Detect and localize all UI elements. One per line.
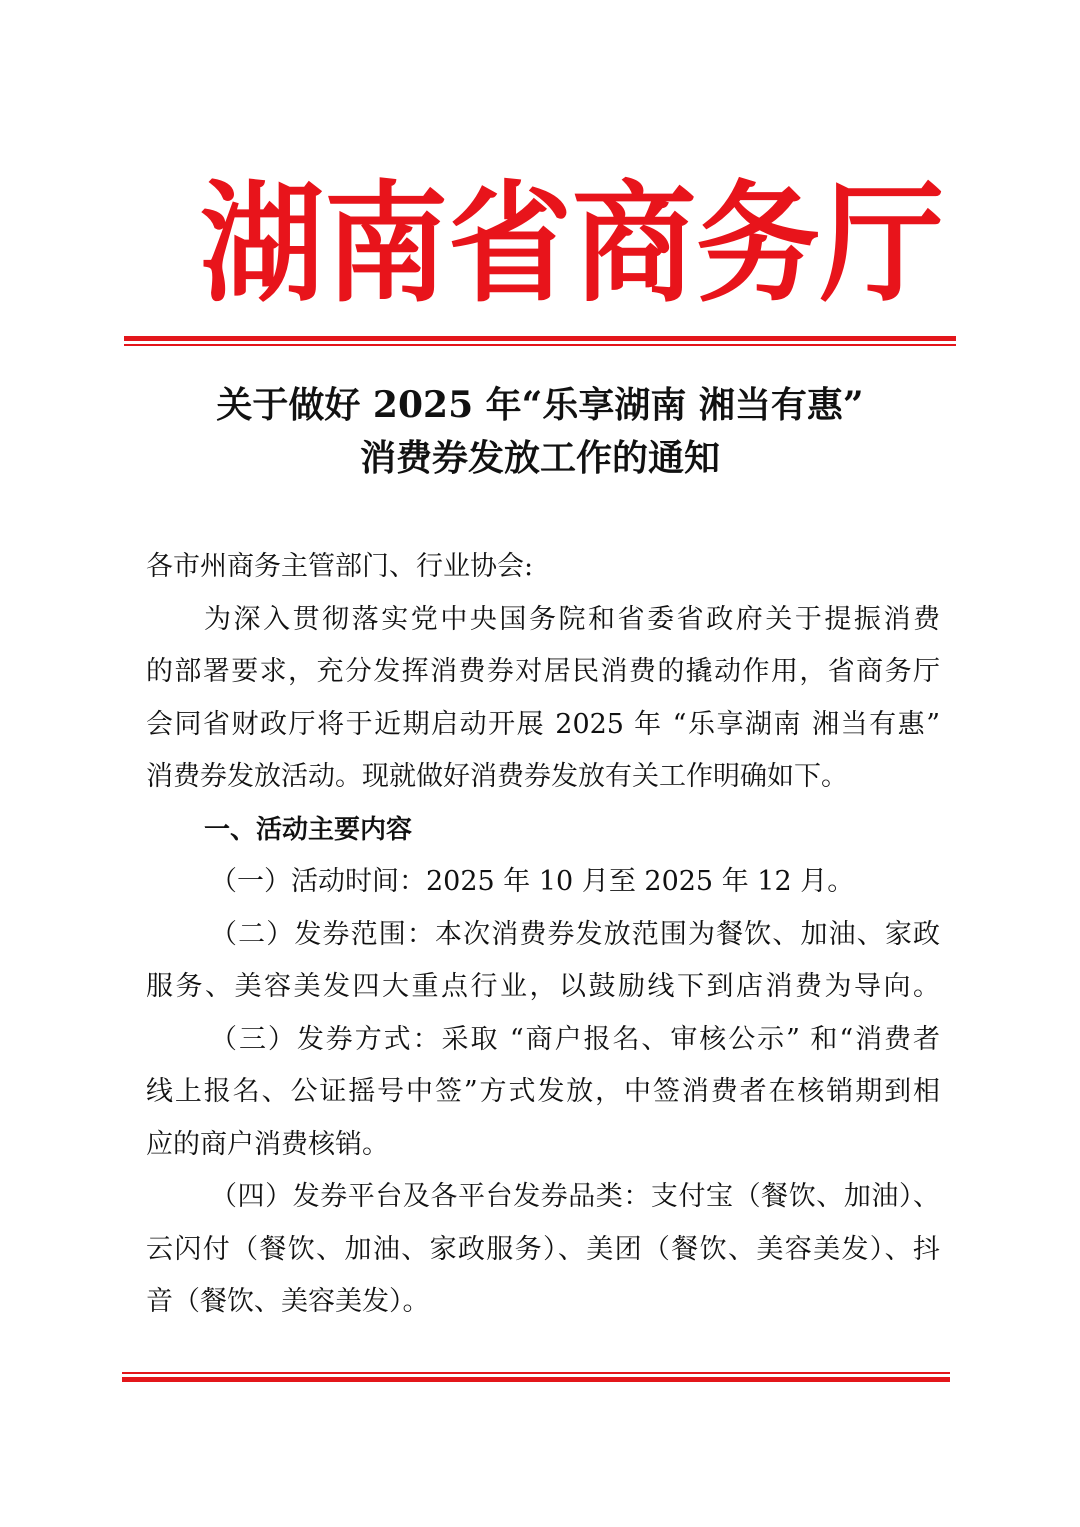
body-line: （三）发券方式：采取 “商户报名、审核公示” 和“消费者 <box>210 1023 940 1055</box>
header-rule-thin <box>124 344 956 346</box>
masthead-char: 湖 <box>200 168 325 321</box>
masthead-char: 务 <box>696 168 821 321</box>
agency-masthead <box>200 168 945 321</box>
masthead-char: 省 <box>448 168 573 321</box>
body-line: 线上报名、公证摇号中签”方式发放，中签消费者在核销期到相 <box>146 1076 940 1107</box>
document-body <box>146 541 940 1329</box>
masthead-char: 厅 <box>820 168 945 321</box>
body-line: （二）发券范围：本次消费券发放范围为餐饮、加油、家政 <box>210 918 940 950</box>
footer-rule-thick <box>122 1377 950 1382</box>
document-title-line2: 消费券发放工作的通知 <box>359 437 720 479</box>
section-heading: 一、活动主要内容 <box>204 814 413 845</box>
body-line: （四）发券平台及各平台发券品类：支付宝（餐饮、加油）、 <box>210 1181 940 1212</box>
masthead-char: 商 <box>572 168 697 321</box>
body-line: 音（餐饮、美容美发）。 <box>146 1286 430 1317</box>
body-line: 为深入贯彻落实党中央国务院和省委省政府关于提振消费 <box>204 603 940 635</box>
body-line: （一）活动时间：2025 年 10 月至 2025 年 12 月。 <box>210 866 855 897</box>
body-line: 消费券发放活动。现就做好消费券发放有关工作明确如下。 <box>146 761 848 792</box>
body-line: 云闪付（餐饮、加油、家政服务）、美团（餐饮、美容美发）、抖 <box>146 1233 940 1265</box>
body-line: 的部署要求，充分发挥消费券对居民消费的撬动作用，省商务厅 <box>146 656 940 687</box>
header-rule-thick <box>124 336 956 341</box>
body-line: 应的商户消费核销。 <box>146 1128 389 1160</box>
body-line: 服务、美容美发四大重点行业，以鼓励线下到店消费为导向。 <box>146 971 940 1002</box>
masthead-char: 南 <box>324 168 449 321</box>
body-line: 各市州商务主管部门、行业协会: <box>146 551 534 582</box>
document-title-line1: 关于做好 2025 年“乐享湖南 湘当有惠” <box>216 384 864 426</box>
footer-rule-thin <box>122 1372 950 1374</box>
body-line: 会同省财政厅将于近期启动开展 2025 年 “乐享湖南 湘当有惠” <box>146 708 940 740</box>
